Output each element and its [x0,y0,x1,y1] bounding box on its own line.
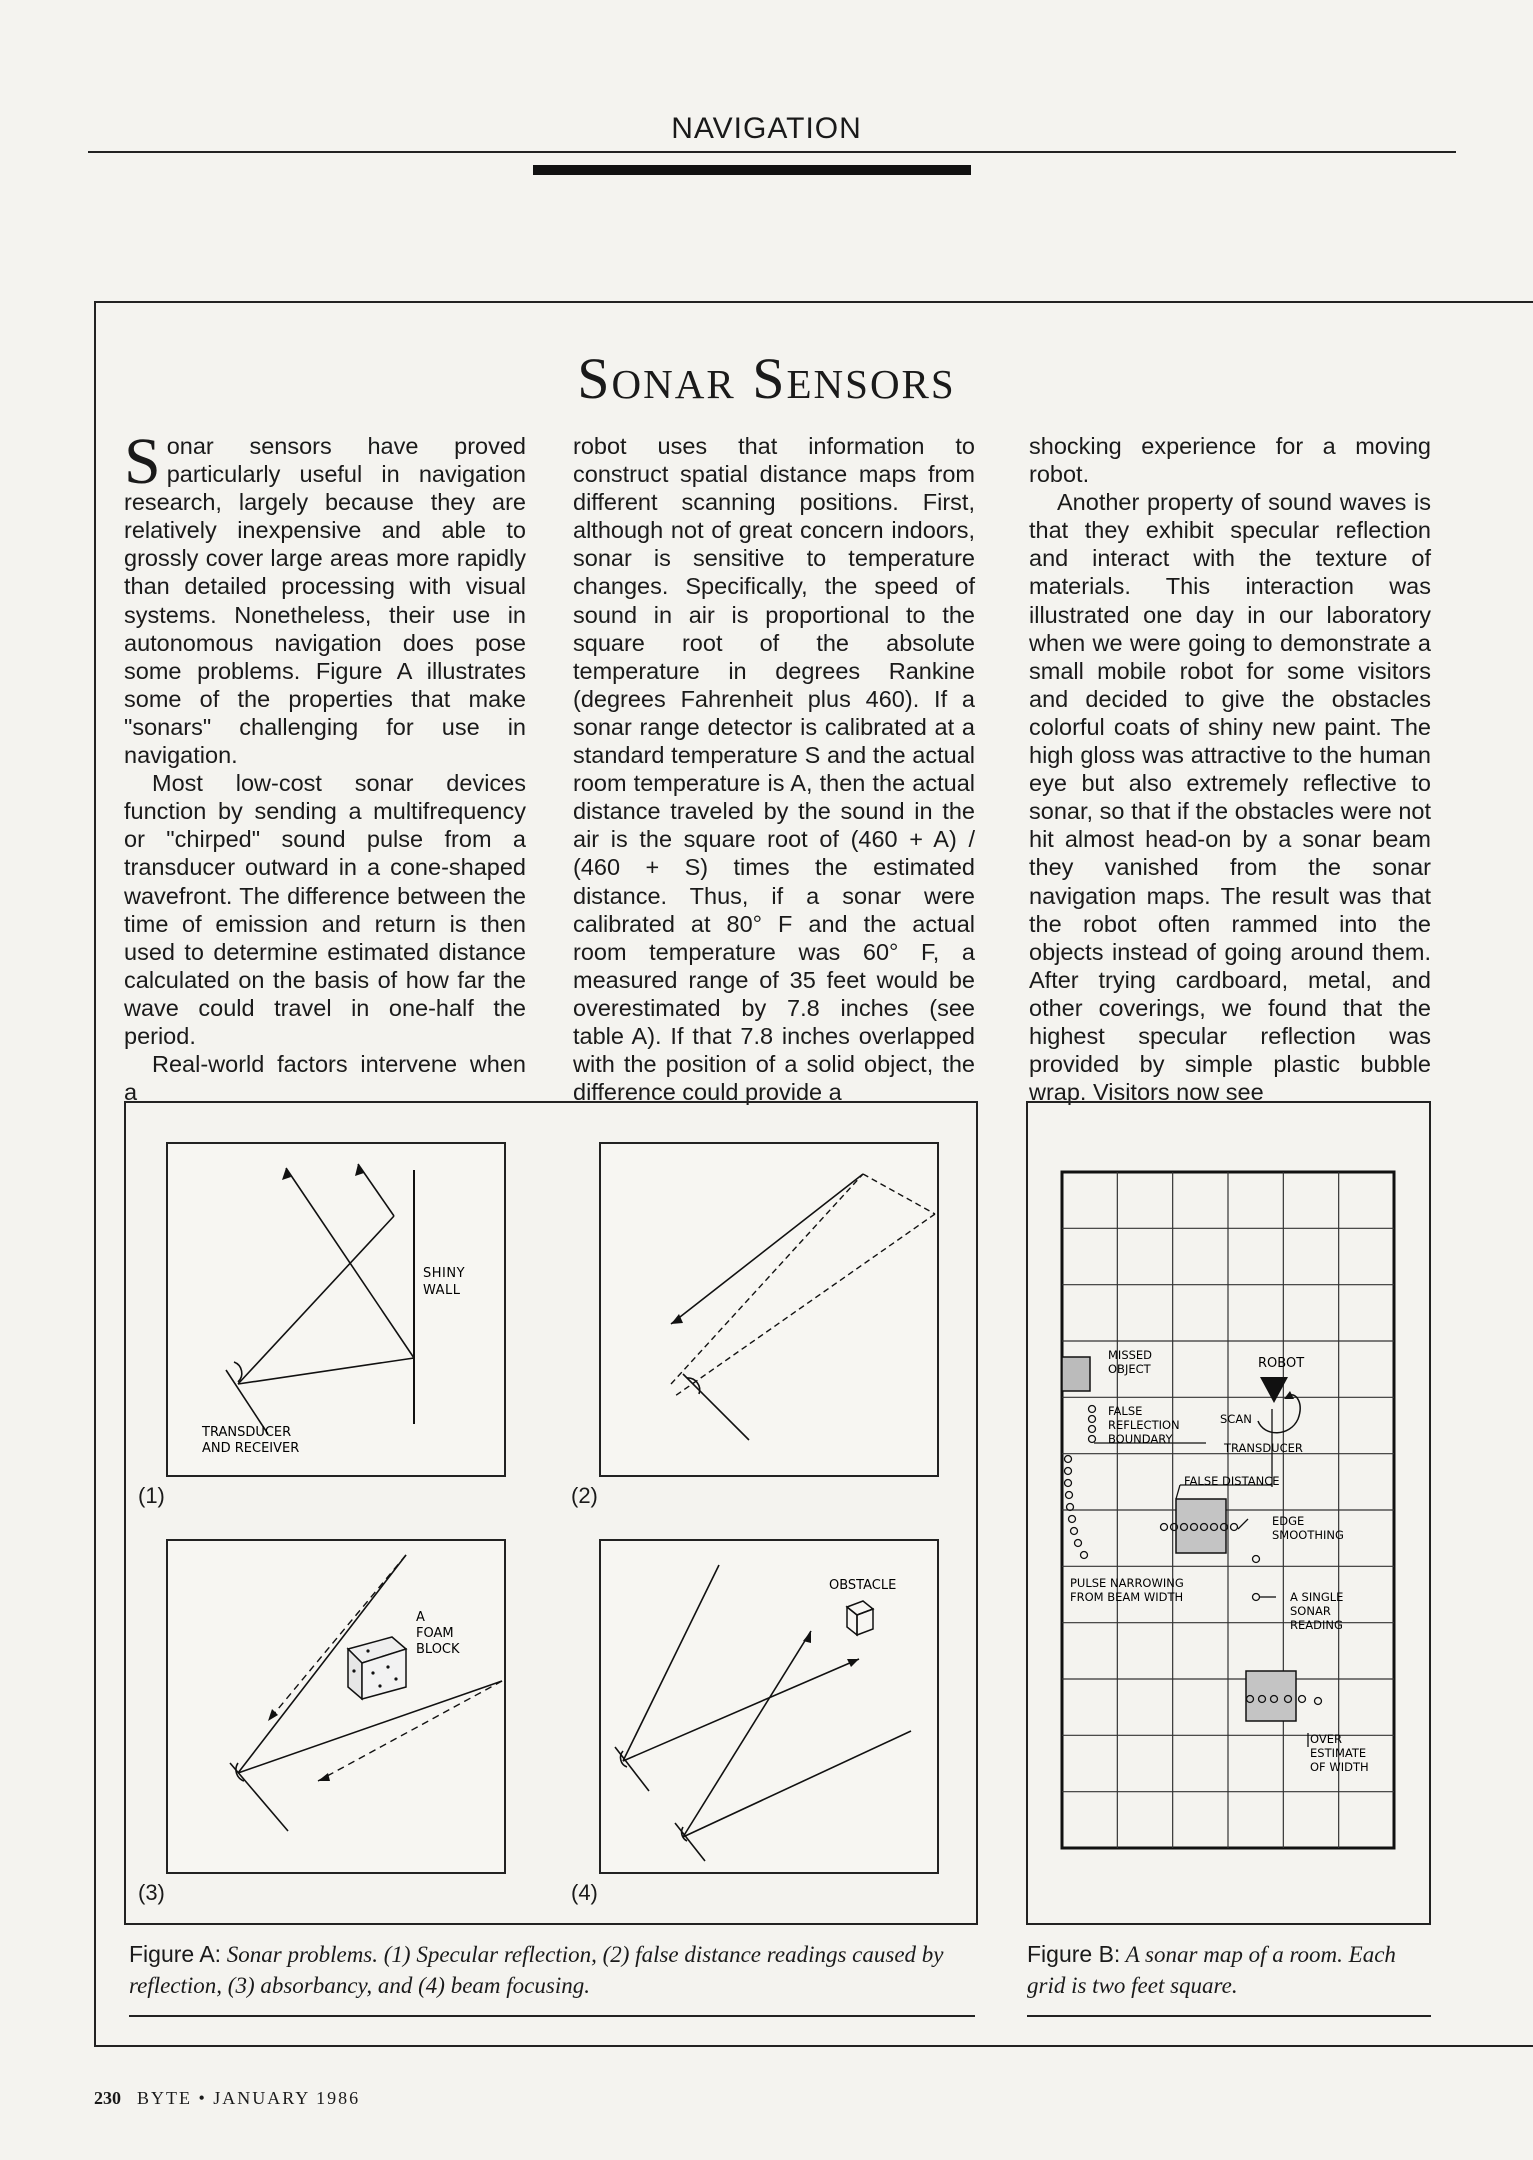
label-obstacle: OBSTACLE [829,1578,897,1593]
panel-label: (2) [571,1483,598,1508]
article-title: Sonar Sensors [577,346,956,411]
missed-object-block [1062,1357,1090,1391]
page-footer [94,2088,360,2109]
caption-label: Figure A: [129,1941,222,1967]
figure-a [124,1101,978,1925]
panel-beam-focusing [599,1539,939,1874]
label-false-reflection: BOUNDARY [1108,1432,1173,1446]
label-over-estimate: OVER [1310,1732,1342,1746]
header-bar [533,165,971,175]
label-false-reflection: REFLECTION [1108,1418,1180,1432]
obstacle-icon [847,1601,873,1635]
text-column-1 [124,425,526,1106]
label-false-distance: FALSE DISTANCE [1184,1474,1280,1488]
page-number: 230 [94,2088,121,2108]
paragraph-text: onar sensors have proved particularly useful in navigation research, largely because they are relatively inexpensive and able to grossly cover large areas more rapidly than detailed processing with visual systems. Nonetheless, their use in autonomous navigation does pose some problems. Figure A illustrates some of the properties that make "sonars" challenging for use in navigation. [124,433,526,769]
label-single-reading: SONAR [1290,1604,1331,1618]
label-edge-smoothing: SMOOTHING [1272,1528,1344,1542]
absorbancy-diagram [168,1541,504,1872]
drop-cap: S [124,425,161,498]
label-missed-object: MISSED [1108,1348,1153,1362]
paragraph: Another property of sound waves is that they exhibit specular reflection and interact with the texture of materials. This interaction was illustrated one day in our laboratory when we were going to demonstrate a small mobile robot for some visitors and decided to give the obstacles colorful coats of shiny new paint. The high gloss was attractive to the human eye but also extremely reflective to sonar, so that if the obstacles were not hit almost head-on by a sonar beam they vanished from the sonar navigation maps. The result was that the robot often rammed into the objects instead of going around them. After trying cardboard, metal, and other coverings, we found that the highest specular reflection was provided by simple plastic bubble wrap. Visitors now see [1029,489,1431,1106]
caption-text: A sonar map of a room. Each grid is two feet square. [1027,1942,1396,1998]
foam-block-icon [348,1637,406,1699]
header-rule [88,151,1456,153]
label-transducer: AND RECEIVER [202,1441,300,1456]
paragraph: shocking experience for a moving robot. [1029,433,1431,488]
label-transducer: TRANSDUCER [202,1425,292,1440]
panel-label: (1) [138,1483,165,1508]
false-distance-diagram [601,1144,937,1475]
specular-diagram [168,1144,504,1475]
paragraph [124,425,526,769]
text-column-3 [1029,432,1431,1106]
label-foam: A [416,1610,425,1625]
label-false-reflection: FALSE [1108,1404,1143,1418]
label-shiny-wall: WALL [423,1283,461,1298]
figure-b-caption [1027,1939,1427,2001]
label-transducer: TRANSDUCER [1224,1441,1303,1455]
magazine-issue: BYTE • JANUARY 1986 [137,2088,361,2108]
label-scan: SCAN [1220,1412,1252,1426]
label-over-estimate: OF WIDTH [1310,1760,1369,1774]
label-single-reading: A SINGLE [1290,1590,1344,1604]
panel-absorbancy [166,1539,506,1874]
figure-a-caption [129,1939,949,2001]
panel-label: (3) [138,1880,165,1905]
label-pulse-narrowing: FROM BEAM WIDTH [1070,1590,1184,1604]
label-pulse-narrowing: PULSE NARROWING [1070,1576,1184,1590]
label-shiny-wall: SHINY [423,1266,466,1281]
sonar-map [1028,1103,1429,1923]
section-header: NAVIGATION [671,112,862,145]
label-missed-object: OBJECT [1108,1362,1151,1376]
caption-text: Sonar problems. (1) Specular reflection, (2) false distance readings caused by reflection, (3) absorbancy, and (4) beam focusing. [129,1942,944,1998]
panel-label: (4) [571,1880,598,1905]
panel-false-distance [599,1142,939,1477]
text-column-2 [573,432,975,1106]
label-robot: ROBOT [1258,1356,1305,1371]
label-single-reading: READING [1290,1618,1343,1632]
paragraph: robot uses that information to construct spatial distance maps from different scanning positions. First, although not of great concern indoors, sonar is sensitive to temperature changes. Specifically, the speed of sound in air is proportional to the square root of the absolute temperature in degrees Rankine (degrees Fahrenheit plus 460). If a sonar range detector is calibrated at a standard temperature S and the actual room temperature is A, then the actual distance traveled by the sound in the air is the square root of (460 + A) / (460 + S) times the estimated distance. Thus, if a sonar were calibrated at 80° F and the actual room temperature was 60° F, a measured range of 35 feet would be overestimated by 7.8 inches (see table A). If that 7.8 inches overlapped with the position of a solid object, the difference could provide a [573,433,975,1106]
panel-specular-reflection [166,1142,506,1477]
label-foam: FOAM [416,1626,454,1641]
paragraph: Most low-cost sonar devices function by sending a multifrequency or "chirped" sound pulse from a transducer outward in a cone-shaped wavefront. The difference between the time of emission and return is then used to determine estimated distance calculated on the basis of how far the wave could travel in one-half the period. [124,770,526,1049]
figure-b [1026,1101,1431,1925]
caption-rule [1027,2015,1431,2017]
paragraph: Real-world factors intervene when a [124,1051,526,1106]
label-over-estimate: ESTIMATE [1310,1746,1367,1760]
label-foam: BLOCK [416,1642,460,1657]
beam-focusing-diagram [601,1541,937,1872]
caption-label: Figure B: [1027,1941,1121,1967]
label-edge-smoothing: EDGE [1272,1514,1305,1528]
caption-rule [129,2015,975,2017]
